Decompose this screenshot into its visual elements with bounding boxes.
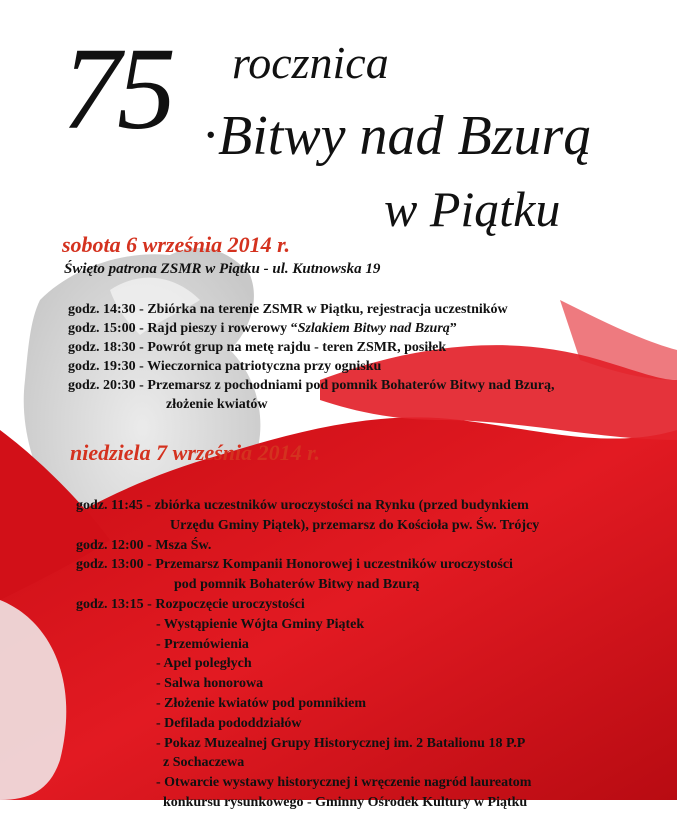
schedule-text: Rozpoczęcie uroczystości	[155, 596, 305, 612]
schedule-time: godz. 11:45 -	[76, 498, 152, 513]
sunday-heading: niedziela 7 września 2014 r.	[70, 440, 320, 465]
title-rocznica: rocznica	[232, 37, 389, 88]
ceremony-subitem: - Wystąpienie Wójta Gminy Piątek	[156, 616, 365, 632]
anniversary-number: 75	[62, 23, 172, 154]
schedule-row	[76, 555, 676, 575]
schedule-time: godz. 15:00 -	[68, 321, 144, 336]
schedule-row	[68, 338, 668, 357]
schedule-text: Powrót grup na metę rajdu - teren ZSMR, posiłek	[147, 340, 447, 355]
schedule-time: godz. 12:00 -	[76, 537, 152, 553]
schedule-time: godz. 18:30 -	[68, 340, 144, 355]
ceremony-subitem: konkursu rysunkowego - Gminny Ośrodek Kultury w Piątku	[156, 794, 528, 810]
schedule-text: Przemarsz z pochodniami pod pomnik Bohaterów Bitwy nad Bzurą,	[147, 378, 555, 393]
schedule-text: Wieczornica patriotyczna przy ognisku	[147, 359, 382, 374]
ceremony-subitem: - Przemówienia	[156, 636, 249, 652]
schedule-row	[68, 300, 668, 319]
schedule-time: godz. 13:00 -	[76, 557, 152, 573]
schedule-row	[68, 357, 668, 376]
ceremony-subitem: - Otwarcie wystawy historycznej i wręczenie nagród laureatom	[156, 775, 532, 791]
schedule-row-continuation: Urzędu Gminy Piątek), przemarsz do Kościoła pw. Św. Trójcy	[170, 517, 540, 533]
sunday-schedule	[76, 496, 676, 813]
anniversary-dot: .	[204, 89, 218, 149]
saturday-schedule	[68, 300, 668, 414]
ceremony-subitem: - Apel poległych	[156, 656, 252, 672]
schedule-row	[76, 595, 676, 615]
schedule-time: godz. 19:30 -	[68, 359, 144, 374]
saturday-subtitle: Święto patrona ZSMR w Piątku - ul. Kutnowska 19	[64, 261, 381, 277]
schedule-row-continuation: pod pomnik Bohaterów Bitwy nad Bzurą	[174, 577, 420, 593]
schedule-row	[76, 496, 676, 516]
schedule-time: godz. 13:15 -	[76, 596, 152, 612]
title-battle: Bitwy nad Bzurą	[218, 105, 592, 167]
schedule-text: Rajd pieszy i rowerowy “	[147, 321, 298, 336]
schedule-row-continuation: złożenie kwiatów	[166, 397, 268, 412]
schedule-time: godz. 14:30 -	[68, 302, 144, 317]
saturday-heading: sobota 6 września 2014 r.	[62, 232, 290, 257]
ceremony-subitem: - Defilada pododdziałów	[156, 715, 302, 731]
schedule-text: Przemarsz Kompanii Honorowej i uczestników uroczystości	[155, 557, 513, 573]
schedule-text: zbiórka uczestników uroczystości na Rynku (przed budynkiem	[154, 498, 529, 513]
schedule-text-italic: Szlakiem Bitwy nad Bzurą	[297, 321, 450, 336]
schedule-row	[76, 536, 676, 556]
schedule-row	[68, 319, 668, 338]
ceremony-subitem: - Salwa honorowa	[156, 676, 264, 692]
ceremony-subitem: z Sochaczewa	[156, 755, 245, 771]
schedule-time: godz. 20:30 -	[68, 378, 144, 393]
ceremony-subitem: - Złożenie kwiatów pod pomnikiem	[156, 695, 367, 711]
schedule-text-after: ”	[449, 321, 457, 336]
schedule-row	[68, 376, 668, 395]
ceremony-subitem: - Pokaz Muzealnej Grupy Historycznej im. 2 Batalionu 18 P.P	[156, 735, 526, 751]
schedule-text: Msza Św.	[155, 537, 212, 553]
title-location: w Piątku	[384, 181, 561, 237]
schedule-text: Zbiórka na terenie ZSMR w Piątku, rejestracja uczestników	[147, 302, 508, 317]
